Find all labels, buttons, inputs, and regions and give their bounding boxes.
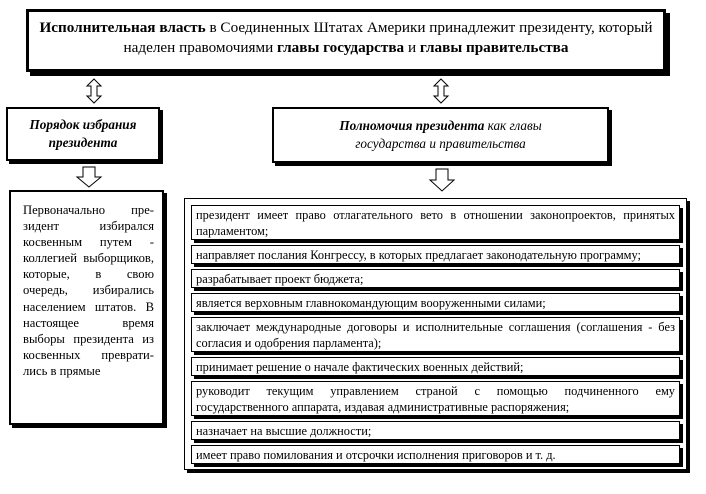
double-arrow-right-icon (433, 78, 449, 104)
power-item-military-action: принимает решение о начале фактических военных действий; (191, 357, 680, 376)
election-description-box (9, 190, 164, 425)
powers-list (184, 198, 687, 470)
powers-header-line2: государства и правительства (355, 136, 526, 151)
power-item-veto: президент имеет право отлагательного вето в отношении законопроектов, принятых парламентом; (191, 205, 680, 240)
title-text-2: и (404, 39, 420, 56)
powers-header-rest: как главы (484, 118, 542, 133)
election-header-line2: президента (48, 135, 118, 150)
title-head-of-government: главы правительства (419, 39, 569, 56)
power-item-treaties: заключает международные договоры и исполнительные соглашения (соглашения - без согласия и одобрения парламента); (191, 317, 680, 352)
title-text-1: в Соединенных Штатах Америки принадлежит президенту, который наделен правомочиями (123, 19, 653, 56)
title-executive-power: Исполнительная власть (39, 19, 206, 36)
title-head-of-state: главы государства (277, 39, 405, 56)
president-powers-header (272, 107, 609, 163)
election-procedure-header (6, 107, 160, 161)
election-header-line1: Порядок избрания (29, 117, 137, 132)
down-arrow-left-icon (76, 166, 102, 188)
power-item-commander: является верховным главнокомандующим вооруженными силами; (191, 293, 680, 312)
powers-header-bold: Полномочия президента (339, 118, 485, 133)
executive-power-title-box (26, 9, 666, 72)
down-arrow-right-icon (429, 168, 455, 192)
power-item-administration: руководит текущим управлением страной с помощью подчиненного ему государственного аппарата, издавая административные распоряжения; (191, 381, 680, 416)
power-item-messages: направляет послания Конгрессу, в которых предлагает законодательную программу; (191, 245, 680, 264)
power-item-appointments: назначает на высшие должности; (191, 421, 680, 440)
power-item-budget: разрабатывает проект бюджета; (191, 269, 680, 288)
election-description-text: Первоначально президент избирался косвенным путем - коллегией выборщиков, которые, в свою очередь, избирались населением штатов. В настоящее время выборы президента из косвенных превратились в прямые (23, 203, 154, 378)
power-item-pardon: имеет право помилования и отсрочки исполнения приговоров и т. д. (191, 445, 680, 464)
double-arrow-left-icon (86, 78, 102, 104)
